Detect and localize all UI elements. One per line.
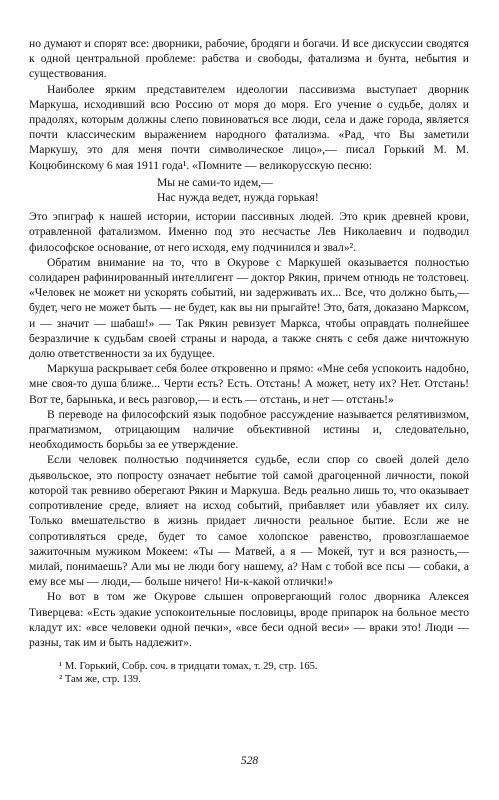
page-number: 528: [240, 755, 259, 767]
paragraph-3: Обратим внимание на то, что в Окурове с Маркушей оказывается полностью солидарен рафинированный интеллигент — доктор Рякин, причем отнюдь не толстовец. «Человек не может ни ускорять событий, ни задерживать их... Все, что должно быть,— будет, чего не может быть — не будет, как вы ни прыгайте! Это, батя, доказано Марксом, и — значит — шабаш!» — Так Рякин ревизует Маркса, чтобы оправдать полнейшее безразличие к судьбам своей страны и народа, а также снять с себя даже ничтожную долю ответственности за их будущее.: [29, 255, 469, 361]
page-body: [29, 36, 469, 686]
paragraph-0: но думают и спорят все: дворники, рабочие, бродяги и богачи. И все дискуссии сводятся к одной центральной проблеме: рабства и свободы, фатализма и бунта, небытия и существования.: [29, 37, 469, 81]
footnotes: [59, 660, 469, 686]
song-epigraph: [157, 175, 469, 205]
paragraph-7: Но вот в том же Окурове слышен опровергающий голос дворника Алексея Тиверцева: «Есть эдакие успокоительные пословицы, вроде припарок на больное место кладут их: «все человеки одной печки», «все беси одной веси» — враки это! Люди — разны, так им и быть надлежит».: [29, 590, 469, 649]
song-line-2: Нас нужда ведет, нужда горькая!: [157, 191, 319, 205]
paragraph-2: Это эпиграф к нашей истории, истории пассивных людей. Это крик древней крови, отравленной фатализмом. Именно под это несчастье Лев Николаевич и подводил философское основание, от него исходя, ему подчинился и звал»².: [29, 210, 469, 254]
paragraph-1: Наиболее ярким представителем идеологии пассивизма выступает дворник Маркуша, исходивший всю Россию от моря до моря. Его учение о судьбе, долях и прадолях, которым должны слепо повиноваться все люди, села и даже города, является почти классическим выражением народного фатализма. «Рад, что Вы заметили Маркушу, это для меня почти символическое лицо»,— писал Горький М. М. Коцюбинскому 6 мая 1911 года¹. «Помните — великорусскую песню:: [29, 82, 469, 172]
song-line-1: Мы не сами-то идем,—: [157, 175, 273, 189]
paragraph-5: В переводе на философский язык подобное рассуждение называется релятивизмом, прагматизмом, отрицающим наличие объективной истины и, следовательно, необходимость борьбы за ее утверждение.: [29, 407, 469, 452]
footnote-2: ² Там же, стр. 139.: [59, 674, 141, 686]
paragraph-4: Маркуша раскрывает себя более откровенно и прямо: «Мне себя успокоить надобно, мне своя-то душа ближе... Черти есть? Есть. Отстань! А может, нету их? Нет. Отстань! Вот те, барынька, и весь разговор,— и есть — отстань, и нет — отстань!»: [29, 362, 469, 406]
footnote-1: ¹ М. Горький, Собр. соч. в тридцати томах, т. 29, стр. 165.: [59, 661, 318, 673]
paragraph-6: Если человек полностью подчиняется судьбе, если спор со своей долей дело дьявольское, это попросту означает небытие той самой драгоценной личности, покой которой так ревниво оберегают Рякин и Маркуша. Ведь реально лишь то, что оказывает сопротивление среде, влияет на исход событий, прибавляет или убавляет их силу. Только вмешательство в жизнь придает личности реальное бытие. Если же не сопротивляться среде, будет то самое холопское равенство, провозглашаемое зажиточным мужиком Мокеем: «Ты — Матвей, а я — Мокей, тут и вся разность,— милай, понимаешь? Али мы не люди богу нашему, а? Нам с тобой все псы — собаки, а ему все мы — люди,— больше ничего! Ни-к-какой отлички!»: [29, 453, 469, 589]
